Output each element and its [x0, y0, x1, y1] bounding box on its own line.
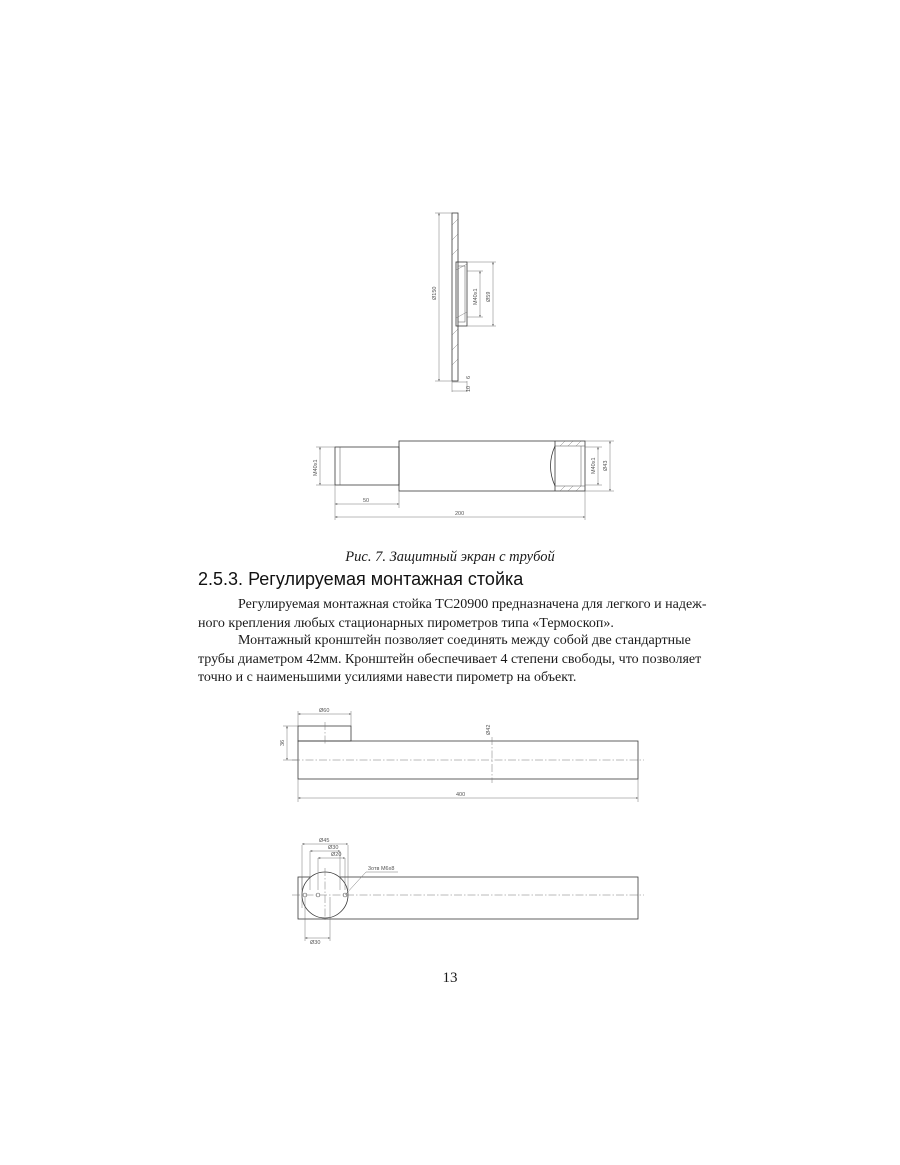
dim-screen-d59: Ø59 [486, 291, 492, 302]
dim-top-d30: Ø30 [328, 845, 339, 851]
dim-tube-50: 50 [363, 498, 370, 504]
paragraph-2-line-2: трубы диаметром 42мм. Кронштейн обеспечивает 4 степени свободы, что позволяет [198, 651, 702, 667]
section-number: 2.5.3. [198, 569, 244, 589]
dim-stand-d60: Ø60 [319, 708, 330, 714]
tube-drawing [313, 441, 614, 520]
dim-top-d20: Ø20 [331, 852, 342, 858]
dim-screen-10: 10 [466, 385, 472, 392]
paragraph-2 [198, 632, 718, 688]
paragraph-1 [198, 596, 718, 633]
stand-side-drawing [280, 708, 644, 802]
paragraph-2-line-1: Монтажный кронштейн позволяет соединять между собой две стандартные [238, 633, 691, 648]
paragraph-1-line-1: Регулируемая монтажная стойка ТС20900 предназначена для легкого и надеж- [238, 597, 707, 612]
paragraph-1-line-2: ного крепления любых стационарных пирометров типа «Термоскоп». [198, 615, 614, 631]
dim-tube-thread-right: M40x1 [591, 457, 597, 474]
dim-tube-200: 200 [455, 511, 465, 517]
section-heading [198, 569, 523, 590]
stand-top-drawing [292, 838, 644, 946]
dim-stand-d42: Ø42 [486, 724, 492, 735]
section-title: Регулируемая монтажная стойка [248, 569, 524, 589]
dim-stand-400: 400 [456, 792, 466, 798]
paragraph-2-line-3: точно и с наименьшими усилиями навести пирометр на объект. [198, 670, 577, 685]
dim-screen-thread: M40x1 [473, 288, 479, 305]
dim-tube-d43: Ø43 [603, 460, 609, 471]
dim-tube-thread-left: M40x1 [313, 459, 319, 476]
dim-top-screw: 3отв M6x8 [368, 866, 395, 872]
screen-section-drawing [432, 213, 496, 392]
figure-caption: Рис. 7. Защитный экран с трубой [345, 549, 555, 565]
dim-screen-6: 6 [466, 375, 472, 379]
dim-stand-36: 36 [280, 739, 286, 746]
page-number: 13 [442, 970, 458, 986]
dim-top-bottom-d30: Ø30 [310, 940, 321, 946]
dim-screen-d150: Ø150 [432, 286, 438, 300]
dim-top-d45: Ø45 [319, 838, 330, 844]
